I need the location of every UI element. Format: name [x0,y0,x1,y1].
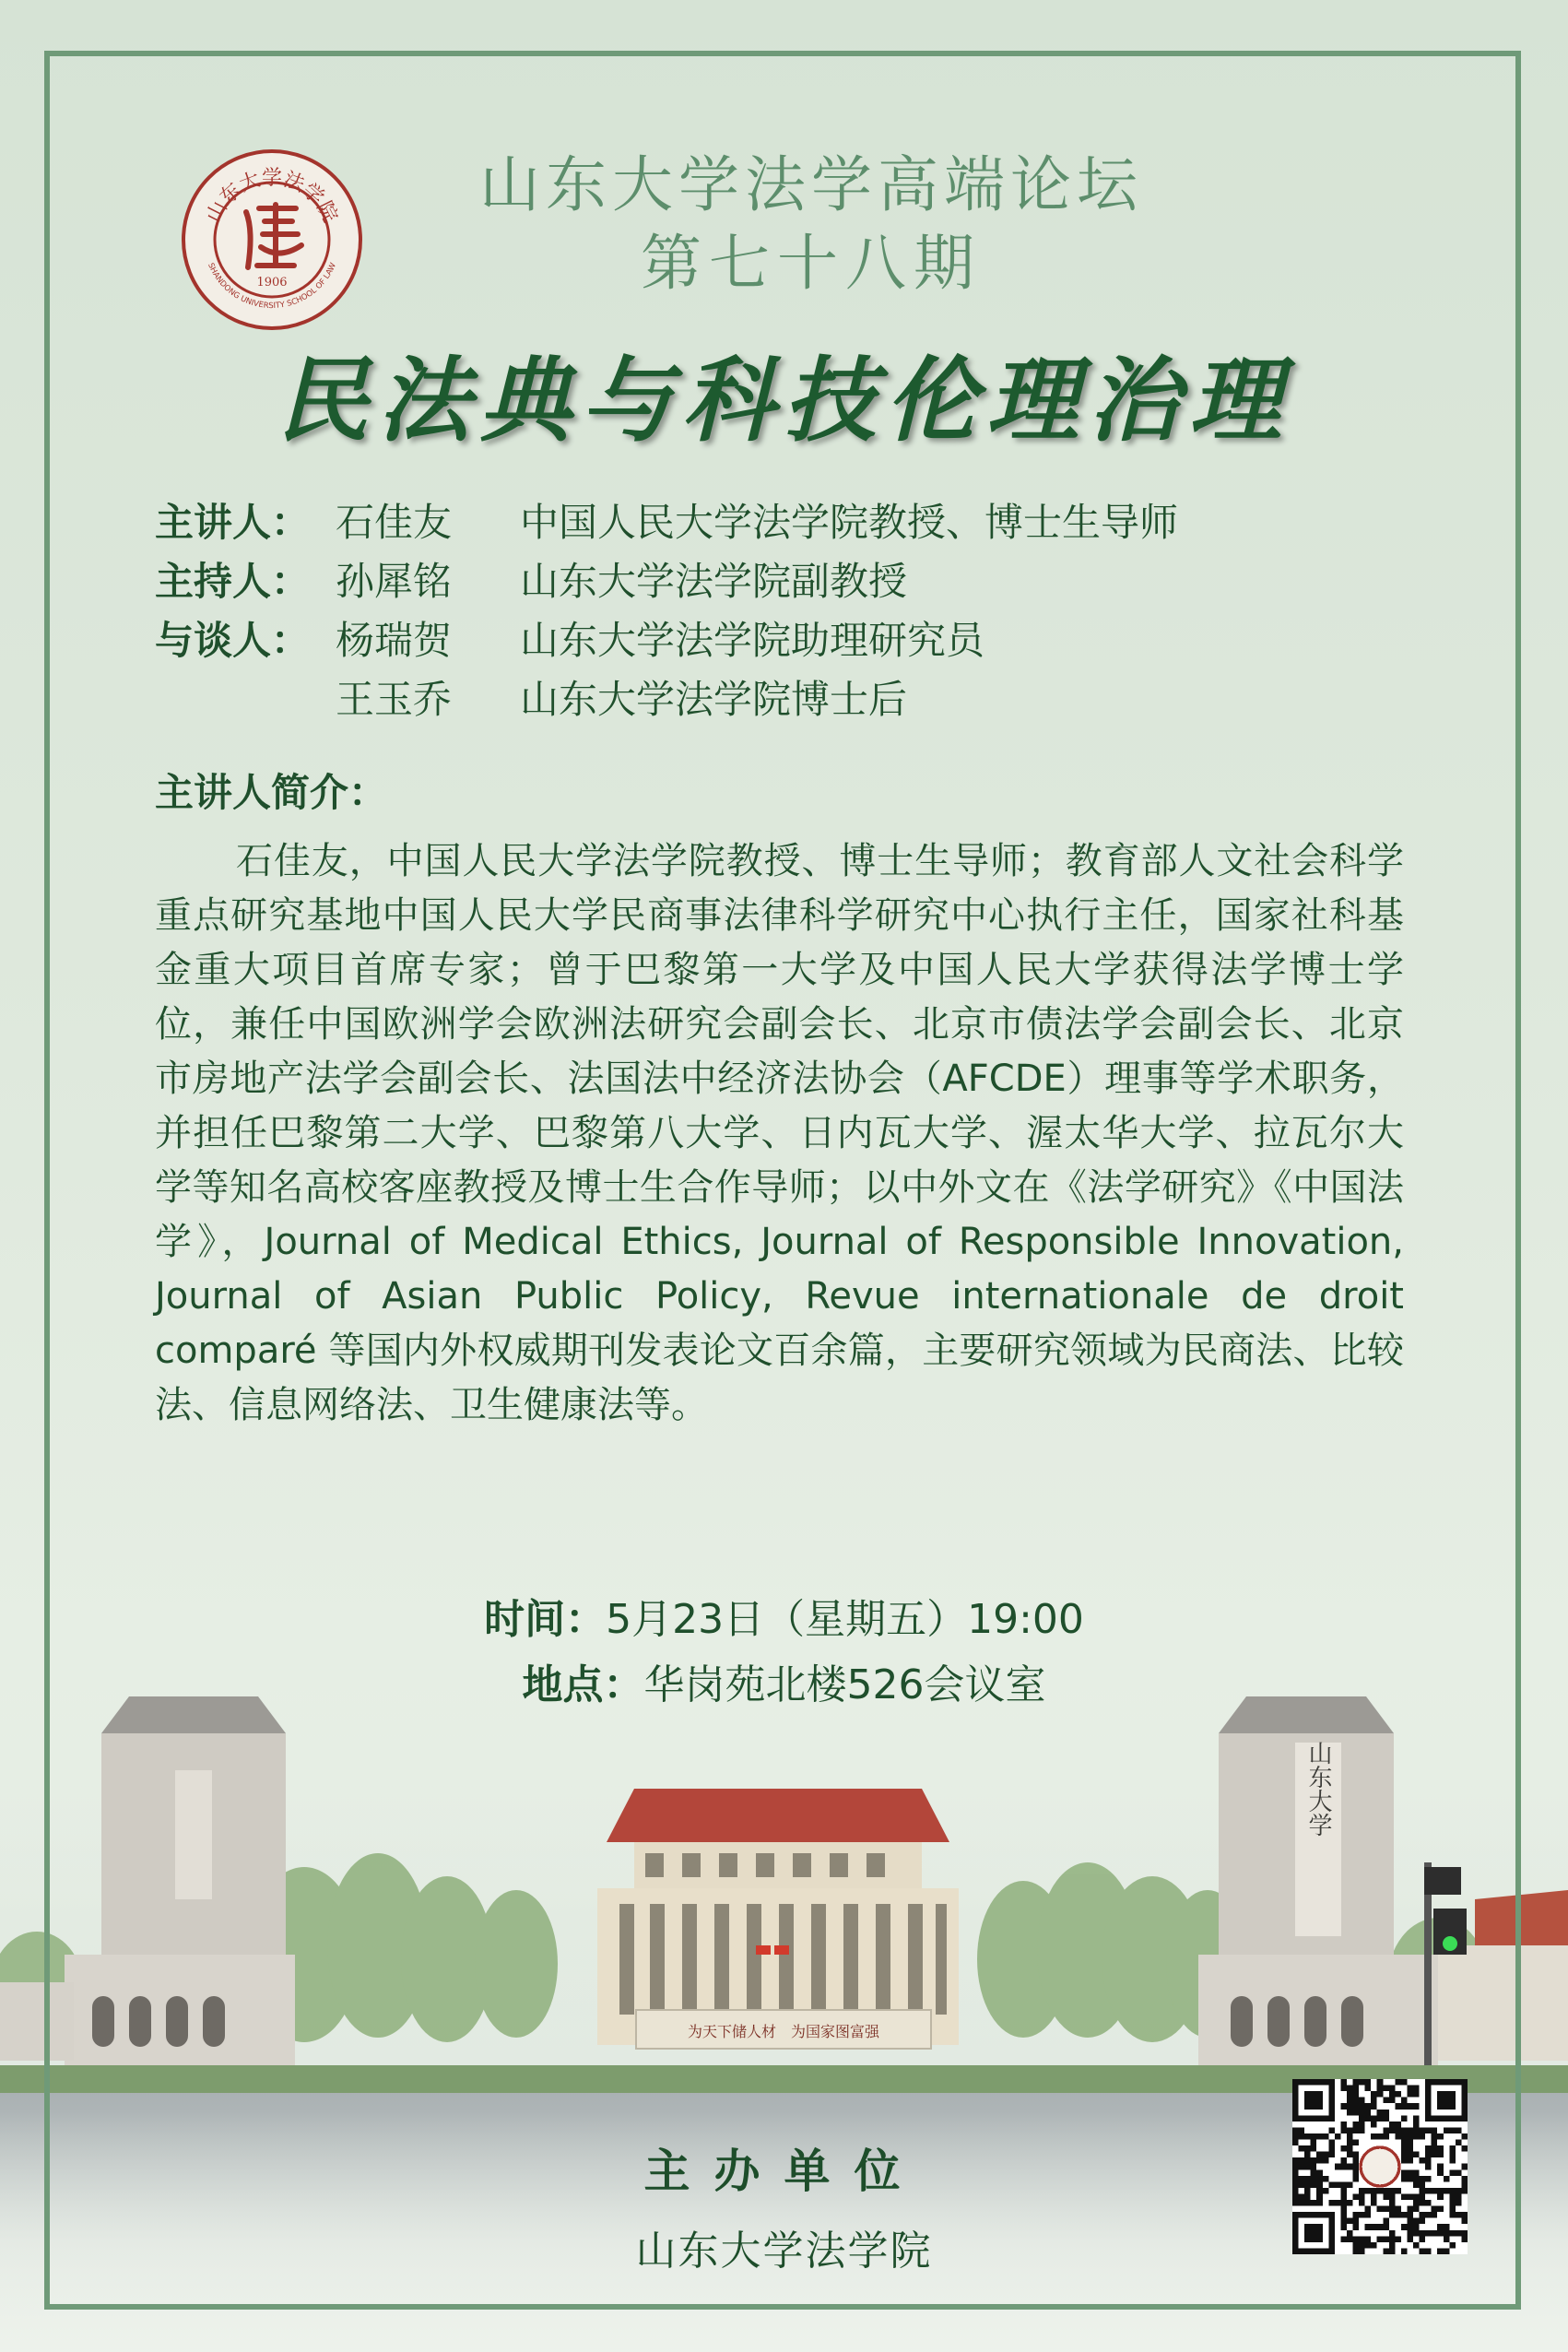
person-affiliation: 山东大学法学院博士后 [520,677,908,722]
lecture-title: 民法典与科技伦理治理 [277,347,1291,455]
person-name: 石佳友 [336,500,453,545]
qr-code[interactable] [1292,2079,1468,2254]
role-label: 主持人： [155,559,311,604]
discussant-row [155,611,1399,670]
role-label: 主讲人： [155,500,311,545]
person-name: 孙犀铭 [336,559,453,604]
place-label: 地点： [522,1661,644,1708]
campus-plaque-text: 为天下储人材 为国家图富强 [687,2023,880,2040]
seal-english-text: SHANDONG UNIVERSITY SCHOOL OF LAW [206,261,338,312]
time-label: 时间： [484,1596,607,1643]
speaker-row [155,493,1399,552]
organizer-label: 主办单位 [643,2144,925,2198]
role-label: 与谈人： [155,618,311,663]
speaker-list [155,493,1399,729]
host-row [155,552,1399,611]
bio-text: 石佳友，中国人民大学法学院教授、博士生导师；教育部人文社会科学重点研究基地中国人民大学民商事法律科学研究中心执行主任，国家社科基金重大项目首席专家；曾于巴黎第一大学及中国人民大学获得法学博士学位，兼任中国欧洲学会欧洲法研究会副会长、北京市债法学会副会长、北京市房地产法学会副会长、法国法中经济法协会（AFCDE）理事等学术职务，并担任巴黎第二大学、巴黎第八大学、日内瓦大学、渥太华大学、拉瓦尔大学等知名高校客座教授及博士生合作导师；以中外文在《法学研究》《中国法学》，Journal of Medical Ethics, Journal of Responsible Innovation, Journal of Asian Public Policy, Revue internationale de droit comparé 等国内外权威期刊发表论文百余篇，主要研究领域为民商法、比较法、信息网络法、卫生健康法等。 [155,840,1404,1426]
seal-chinese-text: 山东大学法学院 [202,167,342,227]
person-name: 杨瑞贺 [336,618,453,663]
school-seal-logo [180,148,364,332]
bio-heading: 主讲人简介： [155,770,388,815]
event-place [0,1656,1568,1715]
person-affiliation: 中国人民大学法学院教授、博士生导师 [520,500,1179,545]
place-value: 华岗苑北楼526会议室 [643,1661,1046,1708]
organizer-name: 山东大学法学院 [635,2228,933,2275]
person-affiliation: 山东大学法学院副教授 [520,559,908,604]
campus-tower-text: 山东大学 [1304,1741,1332,1837]
issue-number: 第七十八期 [641,228,982,299]
person-affiliation: 山东大学法学院助理研究员 [520,618,985,663]
person-name: 王玉乔 [336,677,453,722]
discussant-row [155,670,1399,729]
seal-year: 1906 [256,276,288,290]
event-time [0,1590,1568,1649]
forum-name: 山东大学法学高端论坛 [479,149,1143,220]
time-value: 5月23日（星期五）19:00 [606,1596,1084,1643]
